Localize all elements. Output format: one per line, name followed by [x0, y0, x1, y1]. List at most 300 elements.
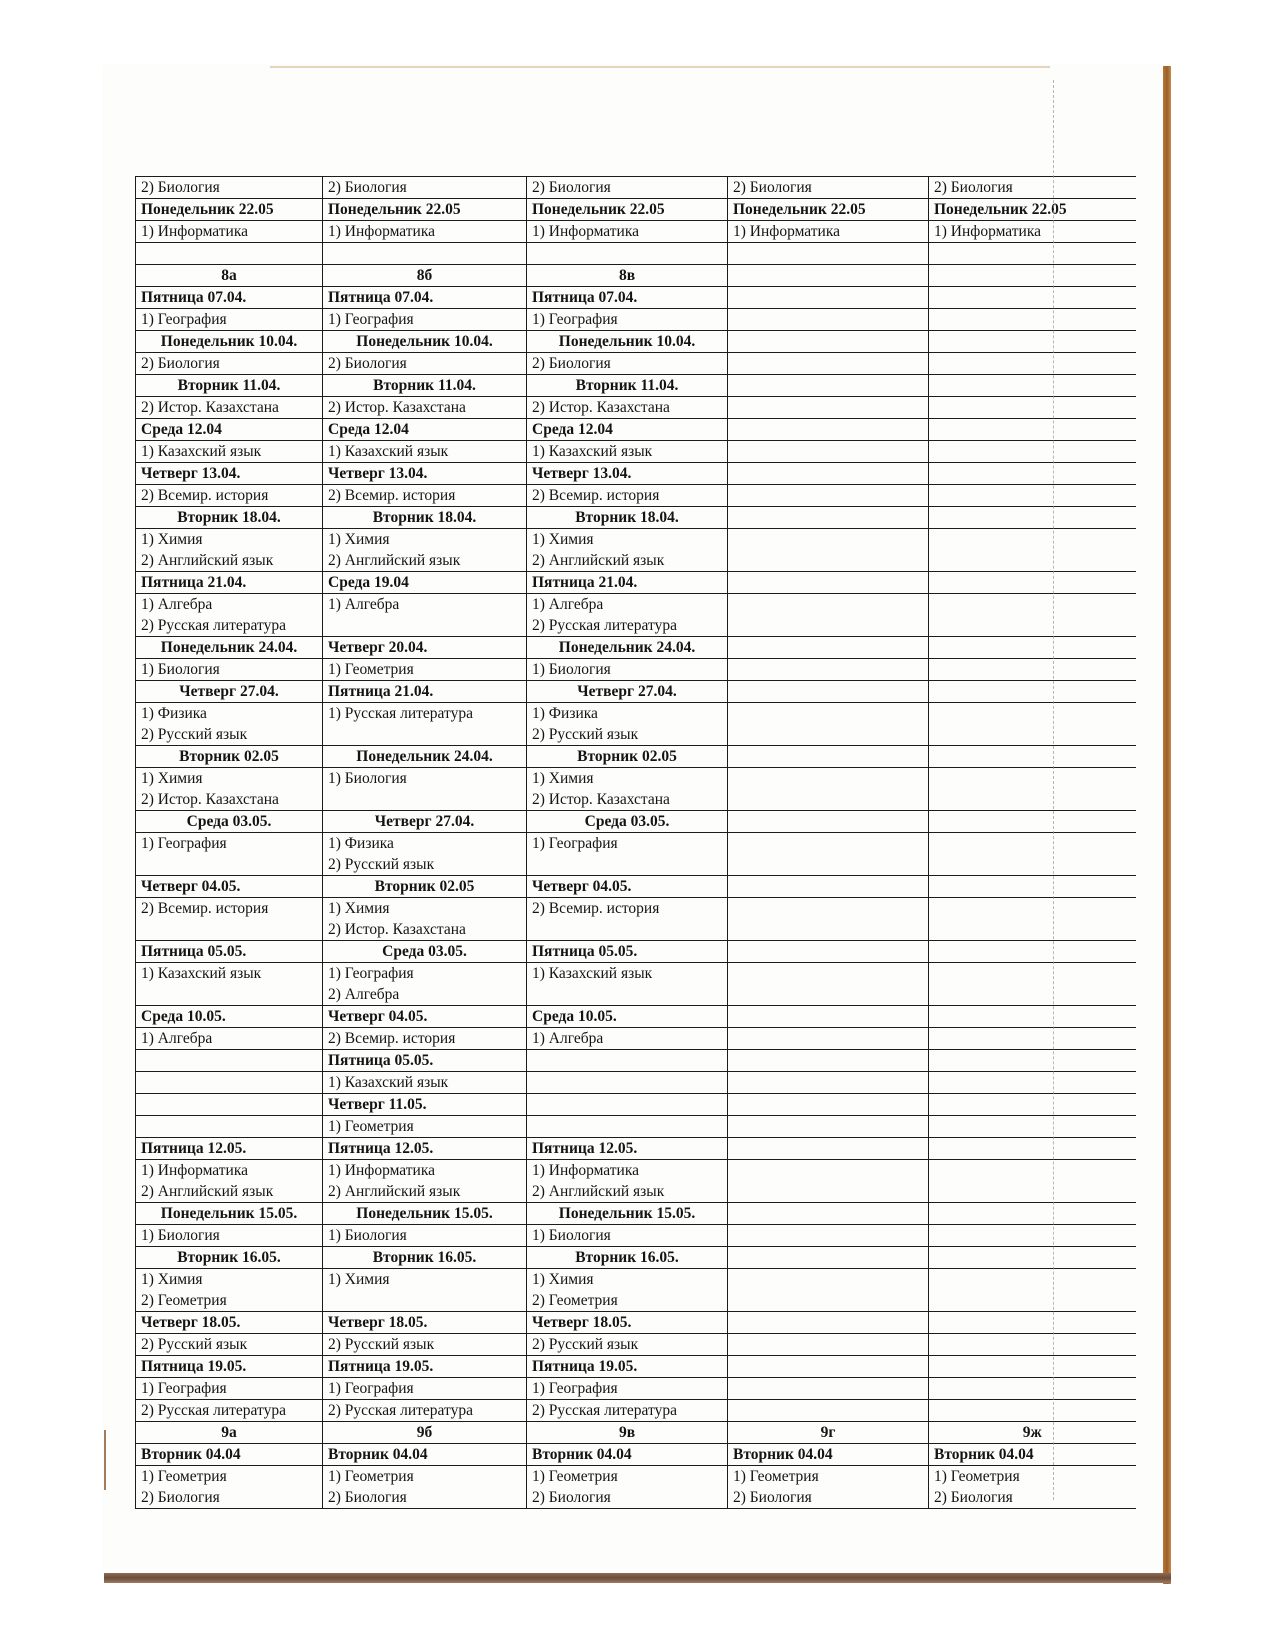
- empty-line: [733, 941, 923, 962]
- subject-entry: 1) Химия: [328, 531, 390, 548]
- table-cell: [527, 1094, 728, 1116]
- table-cell: [929, 1334, 1136, 1356]
- class-name: 9г: [820, 1424, 836, 1441]
- empty-line: [934, 419, 1131, 440]
- subject-entry: 2) Биология: [141, 179, 220, 196]
- empty-line: [532, 1050, 722, 1071]
- empty-line: [934, 375, 1131, 396]
- empty-line: [733, 375, 923, 396]
- table-cell: [929, 419, 1136, 441]
- table-row: [136, 1225, 1136, 1247]
- empty-line: [733, 1203, 923, 1224]
- empty-line: [934, 1006, 1131, 1027]
- table-cell: [728, 1269, 929, 1312]
- exam-date: Пятница 21.04.: [532, 574, 638, 591]
- table-row: [136, 463, 1136, 485]
- empty-line: [733, 441, 923, 462]
- empty-line: [934, 1072, 1131, 1093]
- subject-entry: 2) Биология: [141, 355, 220, 372]
- exam-date: Вторник 02.05: [374, 878, 475, 895]
- subject-entry: 1) Казахский язык: [328, 443, 449, 460]
- empty-line: [733, 1072, 923, 1093]
- table-cell: [728, 1466, 929, 1509]
- subject-entry: 1) Биология: [141, 661, 220, 678]
- subject-entry: 2) Русская литература: [532, 1402, 677, 1419]
- empty-line: [934, 1138, 1131, 1159]
- table-row: [136, 1006, 1136, 1028]
- exam-date: Вторник 11.04.: [177, 377, 281, 394]
- table-cell: [136, 1400, 323, 1422]
- table-cell: [136, 963, 323, 1006]
- table-row: [136, 309, 1136, 331]
- empty-line: [532, 1094, 722, 1115]
- empty-line: [141, 1072, 317, 1093]
- subject-entry: 1) Информатика: [532, 1162, 640, 1179]
- table-cell: [323, 659, 527, 681]
- table-cell: [929, 1006, 1136, 1028]
- subject-entry: 2) Геометрия: [532, 1292, 618, 1309]
- table-cell: [323, 199, 527, 221]
- exam-date: Пятница 07.04.: [141, 289, 247, 306]
- class-name: 8б: [416, 267, 433, 284]
- table-row: [136, 811, 1136, 833]
- empty-line: [934, 1247, 1131, 1268]
- table-cell: [527, 594, 728, 637]
- table-cell: [728, 353, 929, 375]
- table-cell: [527, 199, 728, 221]
- table-cell: [527, 746, 728, 768]
- table-cell: [527, 811, 728, 833]
- subject-entry: 2) Истор. Казахстана: [141, 791, 279, 808]
- class-name: 9а: [221, 1424, 237, 1441]
- table-cell: [323, 768, 527, 811]
- exam-date: Среда 12.04: [532, 421, 613, 438]
- table-cell: [323, 1269, 527, 1312]
- subject-entry: 1) Химия: [532, 1271, 594, 1288]
- table-row: [136, 1072, 1136, 1094]
- class-header-cell: [728, 1422, 929, 1444]
- empty-line: [733, 572, 923, 593]
- table-cell: [929, 1400, 1136, 1422]
- table-row: [136, 485, 1136, 507]
- table-cell: [728, 1247, 929, 1269]
- table-cell: [527, 1356, 728, 1378]
- empty-line: [733, 1356, 923, 1377]
- exam-date: Понедельник 22.05: [733, 201, 866, 218]
- empty-line: [733, 1247, 923, 1268]
- exam-date: Четверг 11.05.: [328, 1096, 427, 1113]
- table-cell: [527, 876, 728, 898]
- empty-line: [934, 746, 1131, 767]
- table-row: [136, 1050, 1136, 1072]
- table-cell: [136, 529, 323, 572]
- table-cell: [728, 833, 929, 876]
- subject-entry: 1) Алгебра: [532, 596, 604, 613]
- table-cell: [728, 1312, 929, 1334]
- exam-date: Понедельник 10.04.: [160, 333, 298, 350]
- table-cell: [728, 199, 929, 221]
- empty-line: [733, 681, 923, 702]
- table-cell: [136, 243, 323, 265]
- fold-crease-line: [1053, 80, 1054, 1500]
- exam-date: Понедельник 22.05: [934, 201, 1067, 218]
- table-cell: [323, 529, 527, 572]
- exam-date: Четверг 18.05.: [328, 1314, 428, 1331]
- class-header-cell: [136, 1422, 323, 1444]
- subject-entry: 1) Информатика: [934, 223, 1042, 240]
- table-row: [136, 1312, 1136, 1334]
- table-cell: [323, 1028, 527, 1050]
- table-cell: [929, 221, 1136, 243]
- table-cell: [323, 594, 527, 637]
- exam-date: Вторник 04.04: [934, 1446, 1034, 1463]
- empty-line: [733, 1269, 923, 1290]
- subject-entry: 2) Всемир. история: [328, 487, 456, 504]
- table-cell: [929, 1028, 1136, 1050]
- table-cell: [527, 1225, 728, 1247]
- table-cell: [323, 703, 527, 746]
- table-cell: [728, 963, 929, 1006]
- table-cell: [323, 637, 527, 659]
- subject-entry: 2) Биология: [934, 179, 1013, 196]
- table-cell: [136, 594, 323, 637]
- table-row: [136, 1247, 1136, 1269]
- table-cell: [136, 353, 323, 375]
- subject-entry: 2) Биология: [934, 1489, 1013, 1506]
- exam-date: Среда 03.05.: [186, 813, 272, 830]
- table-cell: [136, 309, 323, 331]
- table-cell: [929, 243, 1136, 265]
- table-row: [136, 833, 1136, 876]
- table-cell: [323, 397, 527, 419]
- table-cell: [527, 681, 728, 703]
- table-cell: [728, 1203, 929, 1225]
- empty-line: [934, 681, 1131, 702]
- subject-entry: 1) Информатика: [141, 223, 249, 240]
- empty-line: [934, 876, 1131, 897]
- table-cell: [136, 572, 323, 594]
- empty-line: [733, 1378, 923, 1399]
- table-cell: [527, 331, 728, 353]
- empty-line: [934, 811, 1131, 832]
- table-cell: [323, 1116, 527, 1138]
- table-cell: [323, 1225, 527, 1247]
- table-cell: [929, 941, 1136, 963]
- exam-date: Понедельник 15.05.: [558, 1205, 696, 1222]
- table-cell: [136, 746, 323, 768]
- table-cell: [929, 659, 1136, 681]
- table-cell: [728, 898, 929, 941]
- table-cell: [527, 419, 728, 441]
- table-cell: [527, 659, 728, 681]
- exam-date: Пятница 12.05.: [328, 1140, 434, 1157]
- subject-entry: 1) Геометрия: [141, 1468, 227, 1485]
- empty-line: [733, 529, 923, 550]
- table-cell: [728, 1225, 929, 1247]
- table-cell: [527, 1378, 728, 1400]
- table-cell: [136, 1094, 323, 1116]
- table-cell: [136, 1203, 323, 1225]
- exam-date: Вторник 16.05.: [575, 1249, 679, 1266]
- subject-entry: 2) Русский язык: [532, 726, 639, 743]
- table-cell: [527, 1400, 728, 1422]
- subject-entry: 1) Химия: [532, 531, 594, 548]
- exam-date: Понедельник 24.04.: [558, 639, 696, 656]
- subject-entry: 2) Истор. Казахстана: [328, 399, 466, 416]
- table-cell: [728, 703, 929, 746]
- table-cell: [728, 243, 929, 265]
- subject-entry: 1) Алгебра: [328, 596, 400, 613]
- empty-line: [934, 485, 1131, 506]
- table-cell: [136, 1378, 323, 1400]
- table-cell: [323, 419, 527, 441]
- table-cell: [728, 1356, 929, 1378]
- table-cell: [323, 746, 527, 768]
- table-row: [136, 221, 1136, 243]
- subject-entry: 2) Русская литература: [532, 617, 677, 634]
- table-cell: [323, 833, 527, 876]
- empty-line: [733, 1160, 923, 1181]
- empty-line: [733, 1028, 923, 1049]
- table-cell: [728, 1444, 929, 1466]
- table-row: [136, 529, 1136, 572]
- table-row: [136, 1203, 1136, 1225]
- subject-entry: 1) Физика: [328, 835, 394, 852]
- table-row: [136, 1378, 1136, 1400]
- table-cell: [929, 1444, 1136, 1466]
- table-cell: [136, 1466, 323, 1509]
- exam-date: Среда 03.05.: [584, 813, 670, 830]
- table-row: [136, 1160, 1136, 1203]
- table-cell: [136, 1028, 323, 1050]
- empty-line: [934, 1400, 1131, 1421]
- table-cell: [728, 681, 929, 703]
- table-cell: [929, 199, 1136, 221]
- empty-line: [733, 768, 923, 789]
- table-cell: [136, 287, 323, 309]
- empty-line: [934, 703, 1131, 724]
- class-name: [733, 265, 923, 286]
- table-cell: [929, 1138, 1136, 1160]
- table-cell: [323, 287, 527, 309]
- exam-date: Пятница 05.05.: [141, 943, 247, 960]
- table-cell: [323, 331, 527, 353]
- empty-line: [328, 243, 521, 264]
- table-cell: [136, 1225, 323, 1247]
- exam-date: Вторник 18.04.: [372, 509, 477, 526]
- exam-date: Понедельник 10.04.: [356, 333, 493, 350]
- subject-entry: 1) Информатика: [141, 1162, 249, 1179]
- exam-date: Среда 10.05.: [532, 1008, 617, 1025]
- exam-date: Четверг 27.04.: [577, 683, 677, 700]
- table-cell: [728, 941, 929, 963]
- table-cell: [728, 309, 929, 331]
- subject-entry: 1) Информатика: [532, 223, 640, 240]
- subject-entry: 2) Русский язык: [328, 856, 435, 873]
- table-row: [136, 353, 1136, 375]
- table-cell: [527, 1334, 728, 1356]
- subject-entry: 1) Алгебра: [141, 596, 213, 613]
- exam-date: Вторник 16.05.: [177, 1249, 281, 1266]
- table-cell: [323, 1160, 527, 1203]
- subject-entry: 1) География: [328, 965, 414, 982]
- exam-date: Понедельник 24.04.: [160, 639, 298, 656]
- table-cell: [527, 243, 728, 265]
- subject-entry: 1) География: [141, 311, 227, 328]
- subject-entry: 1) Химия: [141, 770, 203, 787]
- exam-date: Пятница 07.04.: [328, 289, 434, 306]
- table-cell: [527, 941, 728, 963]
- subject-entry: 2) Английский язык: [532, 552, 665, 569]
- table-cell: [728, 463, 929, 485]
- empty-line: [733, 1312, 923, 1333]
- subject-entry: 1) География: [141, 1380, 227, 1397]
- table-cell: [527, 768, 728, 811]
- table-cell: [929, 703, 1136, 746]
- subject-entry: 2) Биология: [733, 179, 812, 196]
- empty-line: [934, 463, 1131, 484]
- exam-date: Вторник 04.04: [141, 1446, 241, 1463]
- table-cell: [323, 1356, 527, 1378]
- exam-date: Среда 12.04: [141, 421, 222, 438]
- class-header-row: [136, 265, 1136, 287]
- empty-line: [733, 243, 923, 264]
- empty-line: [733, 463, 923, 484]
- table-cell: [323, 375, 527, 397]
- subject-entry: 1) Биология: [532, 1227, 611, 1244]
- table-cell: [323, 441, 527, 463]
- empty-line: [733, 485, 923, 506]
- empty-line: [733, 1116, 923, 1137]
- subject-entry: 1) Геометрия: [733, 1468, 819, 1485]
- table-cell: [136, 681, 323, 703]
- table-cell: [527, 1269, 728, 1312]
- table-cell: [929, 331, 1136, 353]
- subject-entry: 1) Геометрия: [934, 1468, 1020, 1485]
- exam-date: Четверг 18.05.: [532, 1314, 632, 1331]
- table-cell: [136, 485, 323, 507]
- subject-entry: 2) Биология: [328, 179, 407, 196]
- table-cell: [929, 507, 1136, 529]
- subject-entry: 1) География: [328, 311, 414, 328]
- table-cell: [929, 287, 1136, 309]
- table-cell: [929, 177, 1136, 199]
- empty-line: [733, 746, 923, 767]
- table-cell: [929, 1247, 1136, 1269]
- exam-date: Четверг 20.04.: [328, 639, 428, 656]
- table-cell: [136, 221, 323, 243]
- subject-entry: 2) Биология: [532, 355, 611, 372]
- table-cell: [728, 441, 929, 463]
- table-row: [136, 243, 1136, 265]
- class-name: [934, 265, 1131, 286]
- table-row: [136, 637, 1136, 659]
- subject-entry: 2) Истор. Казахстана: [328, 921, 466, 938]
- table-row: [136, 1138, 1136, 1160]
- table-cell: [728, 485, 929, 507]
- table-cell: [728, 287, 929, 309]
- table-cell: [929, 1116, 1136, 1138]
- empty-line: [733, 1006, 923, 1027]
- exam-date: Четверг 04.05.: [141, 878, 241, 895]
- table-cell: [136, 659, 323, 681]
- class-header-cell: [527, 265, 728, 287]
- empty-line: [934, 1378, 1131, 1399]
- subject-entry: 2) Всемир. история: [532, 487, 660, 504]
- exam-date: Четверг 13.04.: [141, 465, 241, 482]
- empty-line: [532, 243, 722, 264]
- table-cell: [323, 463, 527, 485]
- empty-line: [934, 507, 1131, 528]
- table-cell: [728, 1028, 929, 1050]
- subject-entry: 2) Геометрия: [141, 1292, 227, 1309]
- exam-date: Четверг 27.04.: [374, 813, 475, 830]
- empty-line: [733, 1094, 923, 1115]
- exam-date: Понедельник 24.04.: [356, 748, 493, 765]
- subject-entry: 2) Русский язык: [328, 1336, 435, 1353]
- table-cell: [527, 397, 728, 419]
- table-cell: [728, 594, 929, 637]
- subject-entry: 1) Казахский язык: [532, 965, 653, 982]
- empty-line: [733, 1138, 923, 1159]
- table-cell: [136, 1006, 323, 1028]
- table-cell: [728, 331, 929, 353]
- table-cell: [323, 221, 527, 243]
- exam-date: Среда 19.04: [328, 574, 409, 591]
- table-cell: [136, 833, 323, 876]
- empty-line: [934, 963, 1131, 984]
- exam-date: Вторник 02.05: [577, 748, 677, 765]
- table-cell: [527, 703, 728, 746]
- paper-top-edge: [270, 66, 1050, 68]
- table-cell: [136, 1050, 323, 1072]
- table-cell: [323, 1138, 527, 1160]
- table-cell: [929, 963, 1136, 1006]
- table-cell: [929, 876, 1136, 898]
- table-cell: [929, 1203, 1136, 1225]
- table-cell: [929, 898, 1136, 941]
- subject-entry: 2) Биология: [733, 1489, 812, 1506]
- empty-line: [141, 243, 317, 264]
- table-row: [136, 768, 1136, 811]
- table-cell: [929, 353, 1136, 375]
- table-cell: [323, 572, 527, 594]
- table-cell: [136, 703, 323, 746]
- table-cell: [728, 572, 929, 594]
- table-row: [136, 1356, 1136, 1378]
- table-row: [136, 1094, 1136, 1116]
- exam-date: Пятница 19.05.: [532, 1358, 638, 1375]
- empty-line: [934, 287, 1131, 308]
- empty-line: [934, 353, 1131, 374]
- table-cell: [929, 811, 1136, 833]
- empty-line: [733, 876, 923, 897]
- table-cell: [323, 963, 527, 1006]
- table-row: [136, 876, 1136, 898]
- table-cell: [136, 419, 323, 441]
- table-cell: [136, 1334, 323, 1356]
- exam-date: Пятница 19.05.: [141, 1358, 247, 1375]
- subject-entry: 2) Биология: [141, 1489, 220, 1506]
- subject-entry: 2) Всемир. история: [532, 900, 660, 917]
- subject-entry: 1) Русская литература: [328, 705, 473, 722]
- exam-date: Пятница 12.05.: [532, 1140, 638, 1157]
- empty-line: [733, 1225, 923, 1246]
- empty-line: [934, 1334, 1131, 1355]
- subject-entry: 1) Геометрия: [328, 661, 414, 678]
- table-cell: [136, 463, 323, 485]
- table-cell: [527, 1050, 728, 1072]
